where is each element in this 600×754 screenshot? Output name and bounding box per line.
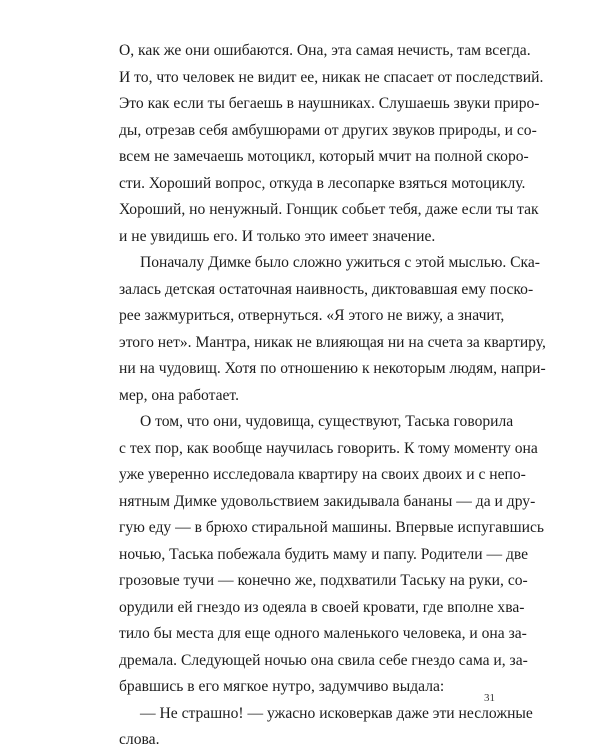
text-line: Поначалу Димке было сложно ужиться с этой мыслью. Ска- [140,254,541,271]
text-line: и не увидишь его. И только это имеет значение. [119,227,436,245]
text-line: мер, она работает. [119,386,239,404]
paragraph [119,250,546,409]
text-line: О, как же они ошибаются. Она, эта самая нечисть, там всегда. [119,42,531,59]
text-line: О том, что они, чудовища, существуют, Таська говорила [140,413,514,430]
text-line: слова. [119,731,160,748]
body-text [119,38,546,754]
paragraph [119,701,533,754]
text-line: с тех пор, как вообще научилась говорить. К тому моменту она [119,439,538,457]
text-line: — Не страшно! — ужасно исковеркав даже эти несложные [140,704,533,722]
text-line: дремала. Следующей ночью она свила себе гнездо сама и, за- [119,651,528,669]
text-line: бравшись в его мягкое нутро, задумчиво выдала: [119,678,445,695]
text-line: сти. Хороший вопрос, откуда в лесопарке взяться мотоциклу. [119,174,526,192]
text-line: Это как если ты бегаешь в наушниках. Слушаешь звуки приро- [119,95,540,112]
text-line: ни на чудовищ. Хотя по отношению к некоторым людям, напри- [119,360,546,377]
paragraph [119,38,544,250]
text-line: И то, что человек не видит ее, никак не спасает от последствий. [119,68,544,86]
text-line: нятным Димке удовольствием закидывала бананы — да и дру- [119,492,536,510]
text-line: всем не замечаешь мотоцикл, который мчит на полной скоро- [119,148,529,165]
text-line: Хороший, но ненужный. Гонщик собьет тебя, даже если ты так [119,201,539,218]
text-line: орудили ей гнездо из одеяла в своей кровати, где вполне хва- [119,598,525,616]
text-line: тило бы места для еще одного маленького человека, и она за- [119,625,527,642]
text-line: этого нет». Мантра, никак не влияющая ни на счета за квартиру, [119,333,546,351]
text-line: рее зажмуриться, отвернуться. «Я этого не вижу, а значит, [119,307,505,324]
text-line: грозовые тучи — конечно же, подхватили Таську на руки, со- [119,572,528,589]
text-line: уже уверенно исследовала квартиру на своих двоих и с непо- [119,466,526,483]
text-line: залась детская остаточная наивность, диктовавшая ему поско- [119,280,534,298]
text-line: ды, отрезав себя амбушюрами от других звуков природы, и со- [119,121,537,139]
page-number: 31 [484,692,495,704]
text-line: ночью, Таська побежала будить маму и папу. Родители — две [119,545,529,563]
text-line: гую еду — в брюхо стиральной машины. Впервые испугавшись [119,519,544,536]
